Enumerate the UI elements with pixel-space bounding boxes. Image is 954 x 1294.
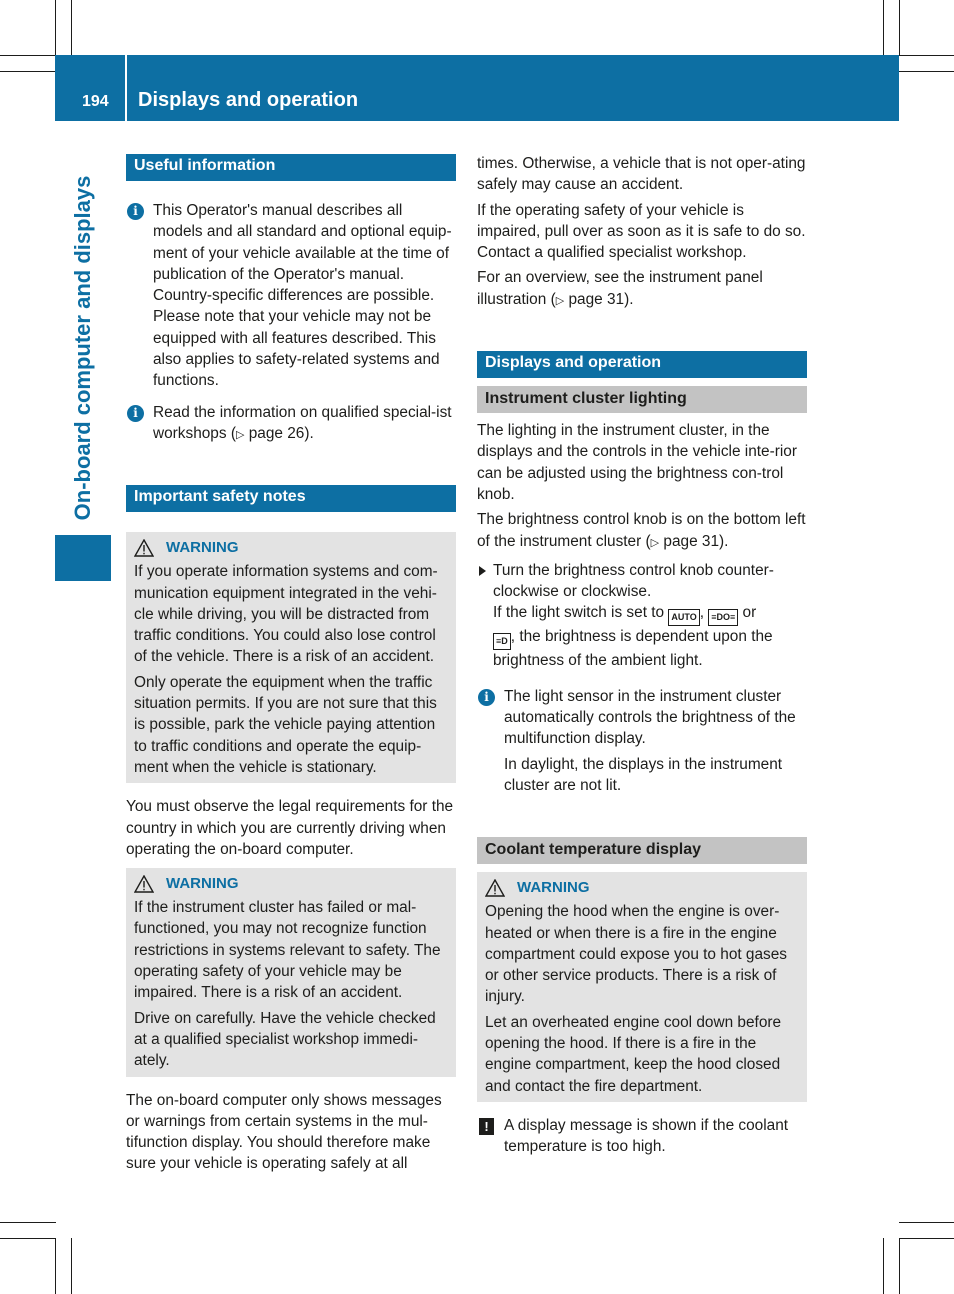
crop-mark xyxy=(71,1238,72,1294)
crop-mark xyxy=(899,1222,954,1223)
page-ref-arrow-icon: ▷ xyxy=(650,536,660,549)
warning-header xyxy=(134,536,448,560)
warning-label: WARNING xyxy=(166,875,239,893)
crop-mark xyxy=(0,1222,56,1223)
text-span: ). xyxy=(624,290,634,308)
warning-header xyxy=(134,872,448,896)
crop-mark xyxy=(0,71,56,72)
step-result-text xyxy=(493,602,807,671)
info-icon: i xyxy=(478,689,495,706)
warning-label: WARNING xyxy=(517,879,590,897)
page-ref-arrow-icon: ▷ xyxy=(235,428,245,441)
crop-mark xyxy=(899,1238,900,1294)
text-span: ). xyxy=(719,532,729,550)
crop-mark xyxy=(883,1238,884,1294)
crop-mark xyxy=(899,0,900,56)
page-number: 194 xyxy=(82,93,109,110)
side-tab-label: On-board computer and displays xyxy=(70,175,95,521)
page-reference-link[interactable]: page 26 xyxy=(248,424,305,442)
text-span: If the light switch is set to xyxy=(493,604,669,622)
warning-box xyxy=(126,868,456,1076)
warning-text: Opening the hood when the engine is over-heated or when there is a fire in the engine compartment could expose you to hot gases or other service products. There is a risk of injury. xyxy=(485,903,788,1006)
paragraph xyxy=(477,509,807,554)
warning-triangle-icon xyxy=(485,879,505,897)
info-icon: i xyxy=(127,203,144,220)
subsection-heading-coolant-temperature: Coolant temperature display xyxy=(477,837,807,864)
paragraph xyxy=(477,267,807,312)
paragraph: You must observe the legal requirements for the country in which you are currently driving when operating the on-board computer. xyxy=(126,798,454,858)
paragraph: The lighting in the instrument cluster, in the displays and the controls in the vehicle inte-rior can be adjusted using the brightness con-trol knob. xyxy=(477,422,797,503)
text-span: ). xyxy=(304,424,314,442)
crop-mark xyxy=(71,0,72,56)
page-reference-link[interactable]: page 31 xyxy=(663,532,720,550)
step-text: Turn the brightness control knob counter-clockwise or clockwise. xyxy=(493,561,774,601)
text-span: The brightness control knob is on the bottom left of the instrument cluster ( xyxy=(477,511,806,550)
info-text xyxy=(143,402,456,447)
text-span: For an overview, see the instrument panel illustration ( xyxy=(477,269,763,308)
warning-text: Only operate the equipment when the traffic situation permits. If you are not sure that this is possible, park the vehicle paying attention to traffic conditions and operate the equip-ment when the vehicle is stationary. xyxy=(134,673,437,776)
info-note xyxy=(126,200,456,392)
step-arrow-icon xyxy=(479,566,486,576)
info-icon: i xyxy=(127,405,144,422)
warning-triangle-icon xyxy=(134,539,154,557)
text-span: , the brightness is dependent upon the brightness of the ambient light. xyxy=(493,628,773,670)
crop-mark xyxy=(55,0,56,56)
paragraph: The on-board computer only shows messages or warnings from certain systems in the mul-tifunction display. You should therefore make sure your vehicle is operating safely at all xyxy=(126,1091,442,1173)
instruction-step xyxy=(477,560,807,672)
exclamation-icon: ! xyxy=(479,1118,494,1135)
paragraph: If the operating safety of your vehicle is impaired, pull over as soon as it is safe to do so. Contact a qualified specialist workshop. xyxy=(477,201,806,262)
low-beam-symbol-icon: ≡D xyxy=(493,633,511,650)
parking-light-symbol-icon: ≡DO≡ xyxy=(708,609,738,626)
info-note xyxy=(126,402,456,447)
info-text: The light sensor in the instrument cluster automatically controls the brightness of the multifunction display. xyxy=(504,687,796,748)
text-span: Read the information on qualified special-ist workshops ( xyxy=(153,403,452,442)
warning-box xyxy=(477,872,807,1102)
warning-text: Drive on carefully. Have the vehicle checked at a qualified specialist workshop immedi-ately. xyxy=(134,1009,436,1070)
caution-text: A display message is shown if the coolant temperature is too high. xyxy=(504,1116,789,1156)
crop-mark xyxy=(0,55,56,56)
crop-mark xyxy=(883,0,884,56)
auto-light-symbol-icon: AUTO xyxy=(668,609,699,626)
info-note xyxy=(477,686,807,796)
warning-header xyxy=(485,876,799,900)
left-column xyxy=(126,154,456,1175)
right-column xyxy=(477,153,807,1158)
warning-text: If you operate information systems and com-munication equipment integrated in the vehi-cle while driving, you will be distracted from traffic conditions. You could also lose control of the vehicle. There is a risk of an accident. xyxy=(134,563,438,666)
warning-text: Let an overheated engine cool down before opening the hood. If there is a fire in the engine compartment, keep the hood closed and contact the fire department. xyxy=(485,1013,782,1095)
info-text: This Operator's manual describes all models and all standard and optional equip-ment of your vehicle available at the time of publication of the Operator's manual. Country-specific differences are possible. Please note that your vehicle may not be equipped with all features described. This also applies to safety-related systems and functions. xyxy=(153,202,452,390)
text-span: , xyxy=(699,604,709,622)
text-span: or xyxy=(738,604,757,622)
caution-note xyxy=(477,1115,807,1158)
crop-mark xyxy=(55,1238,56,1294)
warning-box xyxy=(126,532,456,783)
page-title: Displays and operation xyxy=(138,89,359,111)
crop-mark xyxy=(899,1238,954,1239)
paragraph: times. Otherwise, a vehicle that is not oper-ating safely may cause an accident. xyxy=(477,155,806,194)
crop-mark xyxy=(0,1238,56,1239)
section-heading-useful-information: Useful information xyxy=(126,154,456,181)
info-text: In daylight, the displays in the instrument cluster are not lit. xyxy=(504,755,783,794)
crop-mark xyxy=(899,55,954,56)
warning-label: WARNING xyxy=(166,539,239,557)
warning-text: If the instrument cluster has failed or mal-functioned, you may not recognize function restrictions in systems relevant to safety. The operating safety of your vehicle may be impaired. There is a risk of an accident. xyxy=(134,899,441,1002)
subsection-heading-instrument-cluster-lighting: Instrument cluster lighting xyxy=(477,386,807,413)
page-reference-link[interactable]: page 31 xyxy=(568,290,625,308)
section-heading-important-safety-notes: Important safety notes xyxy=(126,485,456,512)
section-heading-displays-and-operation: Displays and operation xyxy=(477,351,807,378)
side-tab-marker xyxy=(55,535,111,581)
warning-triangle-icon xyxy=(134,875,154,893)
page-ref-arrow-icon: ▷ xyxy=(555,294,565,307)
header-divider xyxy=(125,55,127,121)
crop-mark xyxy=(899,71,954,72)
